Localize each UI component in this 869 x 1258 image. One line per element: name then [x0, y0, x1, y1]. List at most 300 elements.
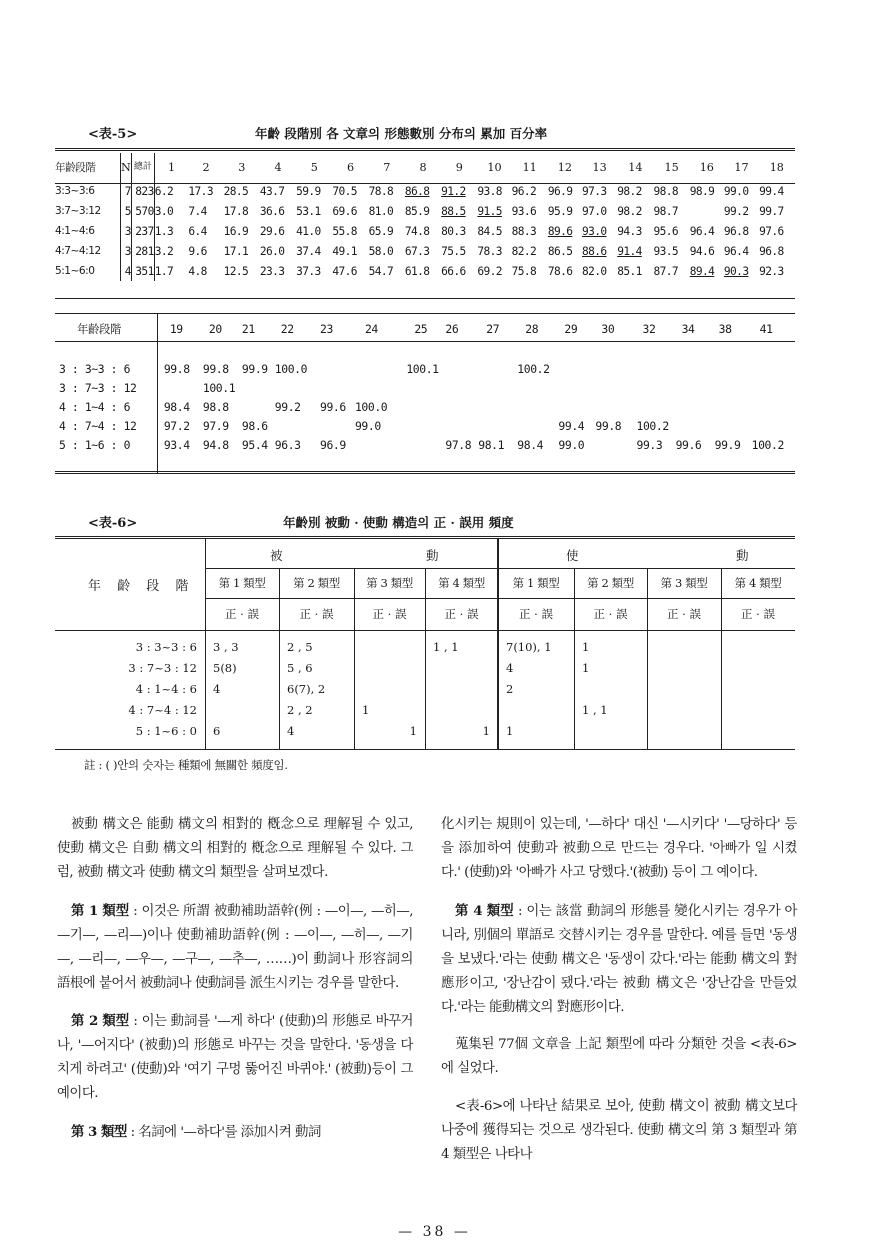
- table5-cont-header-stage: 年齡段階: [77, 322, 121, 336]
- table5-cont-cell: 99.0: [354, 418, 381, 433]
- table5-cont-cell: 100.0: [354, 399, 388, 414]
- table5-cont-header-cell: 32: [642, 322, 656, 336]
- table5-cont-row-stage: 3 : 7~3 : 12: [59, 380, 137, 395]
- table5-cell: 49.1: [332, 244, 357, 258]
- table5-cell: 93.5: [653, 244, 679, 258]
- table5-cont-header-cell: 23: [320, 322, 333, 336]
- table5-cell: 69.6: [332, 204, 357, 218]
- table5-cell: 570: [131, 201, 154, 221]
- table6-cell: 5(8): [213, 661, 237, 675]
- table5-header-cell: 4: [274, 160, 282, 174]
- table5-header-cell: 13: [592, 160, 607, 174]
- right-paragraph-2-text: : 이는 該當 動詞의 形態를 變化시키는 경우가 아니라, 別個의 單語로 交替시키는 경우를 말한다. 예를 들면 '동생을 보냈다.'라는 使動 構文은 '동생이 갔다.'라는 能動 構文의 對應形이고, '장난감이 됐다.'라는 被動 構文은 '장난감을 만들었다.'라는 能動構文의 對應形이다.: [441, 903, 797, 1015]
- table6-row-stage: 4 : 1~4 : 6: [135, 682, 197, 696]
- table5-cont-cell: 100.2: [517, 361, 550, 376]
- table6-cell: 5 , 6: [287, 661, 313, 675]
- table5-cont-cell: [441, 397, 474, 416]
- table5-cell: 16.9: [223, 224, 249, 238]
- table5-cell: 1.7: [154, 264, 174, 278]
- table5-cell: 6.2: [154, 184, 174, 198]
- table5-cont-row: [55, 397, 795, 416]
- table5-cell: 87.7: [653, 264, 679, 278]
- table5-cell: 3.0: [154, 204, 174, 218]
- table5-cont-cell: [238, 378, 271, 397]
- table5-cell: 80.3: [441, 224, 466, 238]
- table5-cell: 4: [120, 261, 131, 281]
- table5-cont-cell: [441, 416, 474, 435]
- table5-cell: 99.7: [759, 204, 784, 218]
- table5-cont-cell: 96.3: [274, 437, 301, 452]
- table5-cont-cell: 98.4: [517, 437, 544, 452]
- type2-heading: 第 2 類型: [71, 1013, 130, 1030]
- table6-label: <表-6>: [88, 516, 138, 531]
- table6-sub-header: 正 · 誤: [741, 607, 775, 621]
- table5-cell: 96.8: [723, 224, 749, 238]
- table6-stage-header: 年 齡 段 階: [88, 579, 195, 594]
- left-paragraph-2-text: : 이것은 所謂 被動補助語幹(例 : —이—, —히—, —기—, —리—)이나 使動補助語幹(例 : —이—, —히—, —기—, —리—, —우—, —구—, —추—, ……)이 動詞나 形容詞의 語根에 붙어서 被動詞나 使動詞를 派生시키는 경우를 말한다.: [57, 903, 413, 991]
- table5-cell: 281: [131, 241, 154, 261]
- table5-cell: 97.0: [582, 204, 607, 218]
- table5-cont-cell: 99.3: [636, 437, 663, 452]
- table5-cell: 12.5: [223, 264, 249, 278]
- table5-cell: 41.0: [296, 224, 321, 238]
- left-paragraph-3: [57, 1009, 413, 1106]
- table5-cont-cell: [238, 397, 271, 416]
- table5-cont-cell: 94.8: [202, 437, 229, 452]
- table5-cell: 23.3: [259, 264, 285, 278]
- table5-cell: 85.9: [404, 204, 430, 218]
- table5-cont-row: [55, 378, 795, 397]
- table5-cont-row-stage: 4 : 1~4 : 6: [59, 399, 131, 414]
- table5-title: 年齡 段階別 各 文章의 形態數別 分布의 累加 百分率: [255, 126, 548, 141]
- table6-cell: 1: [582, 661, 590, 675]
- table5-cont-cell: 97.9: [202, 418, 229, 433]
- table5-cell: 75.8: [511, 264, 537, 278]
- table5-cont-cell: [402, 435, 441, 454]
- table5-cell: 98.7: [653, 204, 679, 218]
- table6-type-header: 第 4 類型: [734, 576, 782, 590]
- table5-cell: 91.4: [617, 244, 642, 258]
- table5-cell: 29.6: [259, 224, 285, 238]
- table5-cell: 37.3: [296, 264, 321, 278]
- table6-sub-header: 正 · 誤: [225, 607, 259, 621]
- table5-cell: 67.3: [404, 244, 430, 258]
- table5-header-cell: 8: [419, 160, 427, 174]
- table5-row: [55, 221, 795, 241]
- table5-cont-cell: [748, 378, 795, 397]
- table5-cell: 59.9: [296, 184, 321, 198]
- table5-cell: 96.2: [511, 184, 537, 198]
- table5-cont-cell: 98.6: [241, 418, 268, 433]
- table5-cell: 65.9: [368, 224, 394, 238]
- table5-row-stage: 3:7~3:12: [55, 201, 120, 221]
- table5-cell: 93.6: [511, 204, 537, 218]
- table5-cont-header-cell: 20: [208, 322, 222, 336]
- table6-cell: 1: [506, 724, 514, 738]
- table5-cont-cell: [402, 378, 441, 397]
- table5-cont-row-stage: 5 : 1~6 : 0: [59, 437, 131, 452]
- table5-cell: 86.8: [404, 184, 430, 198]
- table5-cell: 66.6: [441, 264, 466, 278]
- table6-sub-header: 正 · 誤: [444, 607, 479, 621]
- table5-row-stage: 3:3~3:6: [55, 181, 120, 201]
- table5-cont-cell: [554, 359, 591, 378]
- table5-cont-cell: 100.1: [406, 361, 439, 376]
- table5-cell: 95.6: [653, 224, 679, 238]
- right-paragraph-1: 化시키는 規則이 있는데, '—하다' 대신 '—시키다' '—당하다' 등을 添加하여 使動과 被動으로 만드는 경우다. '아빠가 일 시켰다.' (使動)와 '아빠가 사고 당했다.'(被動) 등이 그 예이다.: [441, 817, 797, 881]
- table5-cell: 98.2: [617, 184, 642, 198]
- table5-cont-header-cell: 24: [364, 322, 378, 336]
- table5-row-stage: 5:1~6:0: [55, 261, 120, 281]
- table5-header-cell: 12: [557, 160, 573, 174]
- left-paragraph-1: 被動 構文은 能動 構文의 相對的 槪念으로 理解될 수 있고, 使動 構文은 自動 構文의 相對的 槪念으로 理解될 수 있다. 그럼, 被動 構文과 使動 構文의 類型을 살펴보겠다.: [57, 817, 413, 881]
- table5-cell: 88.6: [582, 244, 607, 258]
- table5-header-cell: 9: [455, 160, 463, 174]
- table6-cell: 1: [582, 640, 590, 654]
- table5-cell: 94.3: [617, 224, 642, 238]
- table6-row-stage: 3 : 3~3 : 6: [135, 640, 197, 654]
- table5-cont-cell: [554, 378, 591, 397]
- table5-cell: 9.6: [188, 244, 207, 258]
- table6-cell: 1 , 1: [433, 640, 459, 654]
- table5-cont-cell: [316, 359, 351, 378]
- table5-cont-cell: 98.4: [163, 399, 190, 414]
- table5-cont-cell: [351, 359, 402, 378]
- table5-cont-cell: [591, 397, 632, 416]
- table5-cont-cell: [271, 416, 316, 435]
- type1-heading: 第 1 類型: [71, 902, 130, 919]
- table5-cell: 74.8: [404, 224, 430, 238]
- table5-cell: 98.2: [617, 204, 642, 218]
- table5-cell: 17.3: [188, 184, 213, 198]
- table5-header-stage: 年齡段階: [55, 153, 120, 181]
- table5-cont-header-cell: 26: [445, 322, 459, 336]
- table5-cell: 96.4: [689, 224, 715, 238]
- table5-row: [55, 201, 795, 221]
- table6-cell: 1: [482, 724, 490, 738]
- table5-cont-cell: [160, 378, 199, 397]
- table5-cell: 93.0: [582, 224, 607, 238]
- table5-cell: 96.9: [547, 184, 573, 198]
- table5-cont-cell: [711, 416, 748, 435]
- table5-cell: 5: [120, 201, 131, 221]
- table6-cell: 4: [287, 724, 295, 738]
- table5-cell: 89.6: [547, 224, 573, 238]
- left-column: [57, 800, 413, 1158]
- table5-cont-header: [55, 318, 795, 340]
- type3-heading: 第 3 類型: [71, 1123, 127, 1140]
- table6-row-stage: 5 : 1~6 : 0: [135, 724, 197, 738]
- type4-heading: 第 4 類型: [455, 902, 514, 919]
- table5-cont-cell: 98.8: [202, 399, 229, 414]
- table5-cell: [690, 201, 724, 221]
- table5-cell: 81.0: [368, 204, 394, 218]
- table5-cell: 93.8: [477, 184, 502, 198]
- table5-cell: 823: [131, 181, 154, 201]
- table5-cont-cell: 99.8: [595, 418, 622, 433]
- table5-cont-cell: [748, 416, 795, 435]
- table5-continuation: [55, 318, 795, 454]
- table6-cell: 3 , 3: [213, 640, 239, 654]
- table5-cell: 47.6: [332, 264, 357, 278]
- table5-header-row: [55, 153, 795, 181]
- left-paragraph-2: [57, 899, 413, 996]
- table5-cont-header-cell: 22: [280, 322, 294, 336]
- table6-cell: 6: [213, 724, 221, 738]
- page-number: — 38 —: [398, 1224, 471, 1240]
- table5-cell: 86.5: [547, 244, 573, 258]
- table5-cont-cell: [554, 397, 591, 416]
- table5-cont-cell: [316, 378, 351, 397]
- table5-cont-header-cell: 38: [718, 322, 732, 336]
- table5-cell: 3: [120, 221, 131, 241]
- table5-cell: 78.6: [547, 264, 573, 278]
- table5-cont-cell: 93.4: [163, 437, 190, 452]
- table5-cont-row: [55, 416, 795, 435]
- table5-cell: 82.0: [582, 264, 607, 278]
- table5-cont-cell: [474, 416, 513, 435]
- table5-cell: 98.8: [653, 184, 679, 198]
- table5-header-total: 總計: [131, 153, 154, 181]
- left-paragraph-4-text: : 名詞에 '—하다'를 添加시켜 動詞: [126, 1124, 321, 1140]
- table6-note: 註 : ( )안의 숫자는 種類에 無關한 頻度임.: [84, 758, 288, 772]
- table5-cell: 97.6: [759, 224, 784, 238]
- table6-sub-header: 正 · 誤: [667, 607, 701, 621]
- table5-cont-cell: [402, 397, 441, 416]
- table6-type-header: 第 2 類型: [587, 576, 634, 590]
- table5-row: [55, 261, 795, 281]
- table5-cont-cell: [402, 416, 441, 435]
- table5-cont-cell: [513, 416, 554, 435]
- table5-cell: 351: [131, 261, 154, 281]
- table5-row-stage: 4:7~4:12: [55, 241, 120, 261]
- table5-header-cell: 14: [628, 160, 643, 174]
- left-paragraph-3-text: : 이는 動詞를 '—게 하다' (使動)의 形態로 바꾸거나, '—어지다' (被動)의 形態로 바꾸는 것을 말한다. '동생을 다치게 하려고' (使動)와 '여기 구멍 뚫어진 바퀴야.' (被動)등이 그 예이다.: [57, 1014, 413, 1102]
- table5-cont-cell: [711, 397, 748, 416]
- table5-cont-cell: [513, 397, 554, 416]
- table6-sub-header: 正 · 誤: [372, 607, 407, 621]
- right-paragraph-3: 蒐集된 77個 文章을 上記 類型에 따라 分類한 것을 <表-6>에 실었다.: [441, 1037, 797, 1077]
- table5-cell: 36.6: [259, 204, 285, 218]
- table5-cont-header-cell: 41: [759, 322, 773, 336]
- table5-cell: 85.1: [617, 264, 642, 278]
- table5-header-cell: 1: [168, 160, 176, 174]
- table5-cont-cell: [711, 359, 748, 378]
- table5-cont-cell: [711, 378, 748, 397]
- table5-cell: 99.0: [723, 184, 749, 198]
- table5-cont-cell: [672, 378, 711, 397]
- table5-cell: 92.3: [759, 264, 784, 278]
- table5-header-cell: 15: [664, 160, 679, 174]
- table5-header-cell: 16: [699, 160, 714, 174]
- table5-cell: 89.4: [689, 264, 715, 278]
- table5-cont-cell: 98.1: [478, 437, 505, 452]
- table5-cont-cell: [591, 378, 632, 397]
- table5-cell: 6.4: [188, 224, 207, 238]
- table5-cont-cell: [351, 378, 402, 397]
- table5-cell: 54.7: [368, 264, 394, 278]
- table5-cell: 96.4: [723, 244, 749, 258]
- table5-cell: 94.6: [689, 244, 715, 258]
- table5-cont-cell: [672, 359, 711, 378]
- table6-row-stage: 3 : 7~3 : 12: [128, 661, 197, 675]
- table5-cont-cell: 100.2: [636, 418, 669, 433]
- table6-cell: 1: [362, 703, 370, 717]
- table5-cont-cell: [316, 416, 351, 435]
- table5-cont-header-cell: 29: [564, 322, 578, 336]
- table5-cont-cell: 99.2: [274, 399, 301, 414]
- table5-cont-cell: [748, 359, 795, 378]
- table5-header-cell: 17: [734, 160, 749, 174]
- table5-cont-row-stage: 3 : 3~3 : 6: [59, 361, 131, 376]
- right-paragraph-2: [441, 899, 797, 1020]
- table6-cell: 6(7), 2: [287, 682, 326, 696]
- table5-header-cell: 2: [202, 160, 210, 174]
- table5-header-cell: 6: [346, 160, 355, 174]
- table5-cont-cell: [474, 359, 513, 378]
- table5-cont-cell: [351, 435, 402, 454]
- table5-cont-cell: [513, 378, 554, 397]
- table5-cell: 26.0: [259, 244, 285, 258]
- table5-cell: 97.3: [582, 184, 607, 198]
- table5-cell: 75.5: [441, 244, 466, 258]
- table5-cont-row: [55, 435, 795, 454]
- table5-cont-cell: [633, 397, 672, 416]
- table6-type-header: 第 3 類型: [366, 576, 413, 590]
- table5-cont-cell: 95.4: [241, 437, 268, 452]
- table6-type-header: 第 1 類型: [512, 576, 560, 590]
- table5-cell: 99.2: [723, 204, 749, 218]
- table5-cont-row-stage: 4 : 7~4 : 12: [59, 418, 137, 433]
- table5-cell: 82.2: [511, 244, 537, 258]
- table6-cell: 4: [506, 661, 514, 675]
- table6-group-passive-a: 被: [270, 548, 283, 563]
- table5-cell: 17.1: [223, 244, 249, 258]
- table5-header-cell: 18: [769, 160, 784, 174]
- table6-type-header: 第 3 類型: [660, 576, 708, 590]
- table5-cell: 237: [131, 221, 154, 241]
- table5-cell: 90.3: [723, 264, 749, 278]
- table5-cont-cell: 100.2: [751, 437, 784, 452]
- table5-cont-header-cell: 25: [414, 322, 428, 336]
- table5-row: [55, 181, 795, 201]
- table6-cell: 1: [409, 724, 417, 738]
- table5-cont-cell: 99.6: [320, 399, 346, 414]
- table5-cell: 7.4: [188, 204, 207, 218]
- table5-cell: 17.8: [223, 204, 249, 218]
- table5-cell: 37.4: [296, 244, 321, 258]
- table5-cell: 3.2: [154, 244, 174, 258]
- table5-cont-header-cell: 27: [486, 322, 500, 336]
- table5-cont-cell: 99.9: [241, 361, 268, 376]
- table6-sub-header: 正 · 誤: [299, 607, 334, 621]
- table5-header-n: N: [120, 153, 131, 181]
- table5-cell: 88.3: [511, 224, 537, 238]
- table5-cont-cell: 100.0: [274, 361, 308, 376]
- table5-cont-header-cell: 30: [601, 322, 615, 336]
- table5-header-cell: 3: [238, 160, 246, 174]
- table5-cell: 4.8: [188, 264, 207, 278]
- table5-cell: 98.9: [689, 184, 715, 198]
- table5-cont-cell: 97.2: [163, 418, 190, 433]
- table5-cell: 69.2: [477, 264, 502, 278]
- table5-cont-cell: [633, 359, 672, 378]
- table5-cell: 78.3: [477, 244, 502, 258]
- table5-cell: 3: [120, 241, 131, 261]
- table6-group-passive-b: 動: [426, 548, 439, 563]
- table5-cell: 61.8: [404, 264, 430, 278]
- table5-header-cell: 5: [310, 160, 318, 174]
- left-paragraph-4: [57, 1120, 413, 1145]
- table5-cell: 78.8: [368, 184, 394, 198]
- table6-sub-header: 正 · 誤: [593, 607, 628, 621]
- table5-cell: 55.8: [332, 224, 357, 238]
- table5-cont-cell: [271, 378, 316, 397]
- table5-row: [55, 241, 795, 261]
- table5-cont-cell: [474, 378, 513, 397]
- table5-cont-cell: [633, 378, 672, 397]
- table5-label: <表-5>: [88, 127, 138, 142]
- table6-cell: 2 , 2: [287, 703, 313, 717]
- table5-header-cell: 11: [522, 160, 537, 174]
- table6-group-causative-a: 使: [566, 548, 579, 563]
- table5-cont-cell: [441, 359, 474, 378]
- table5-cell: 88.5: [441, 204, 466, 218]
- table5-cont-cell: 99.4: [558, 418, 585, 433]
- table6-type-header: 第 4 類型: [438, 576, 485, 590]
- table5-cont-row: [55, 359, 795, 378]
- table5-cont-cell: [748, 397, 795, 416]
- table6-cell: 2 , 5: [287, 640, 313, 654]
- table5-cont-header-cell: 19: [169, 322, 183, 336]
- table6-type-header: 第 1 類型: [218, 576, 266, 590]
- table5-cell: 28.5: [223, 184, 249, 198]
- table5-cell: 84.5: [477, 224, 502, 238]
- table5-cont-header-cell: 28: [525, 322, 539, 336]
- table5-cont-cell: 100.1: [202, 380, 236, 395]
- table5-main: [55, 153, 795, 281]
- table5-cell: 7: [120, 181, 131, 201]
- table6-sub-header: 正 · 誤: [519, 607, 553, 621]
- table5-cont-cell: 99.0: [558, 437, 585, 452]
- table5-cont-cell: [591, 435, 632, 454]
- table5-header-cell: 7: [383, 160, 391, 174]
- table5-cont-cell: [441, 378, 474, 397]
- right-column: [441, 800, 797, 1180]
- table5-cell: 43.7: [259, 184, 285, 198]
- table6-group-causative-b: 動: [736, 548, 749, 563]
- table5-cont-cell: [474, 397, 513, 416]
- table5-cell: 99.4: [759, 184, 784, 198]
- table5-cont-cell: 99.8: [202, 361, 229, 376]
- table5-cont-cell: [672, 416, 711, 435]
- table5-cont-header-cell: 21: [241, 322, 255, 336]
- table5-cont-header-cell: 34: [681, 322, 695, 336]
- table5-cell: 91.2: [441, 184, 466, 198]
- table5-cell: 96.8: [759, 244, 784, 258]
- table5-cell: 70.5: [332, 184, 357, 198]
- table5-cont-cell: [591, 359, 632, 378]
- table6-type-header: 第 2 類型: [293, 576, 340, 590]
- table6-cell: 4: [213, 682, 221, 696]
- table5-cell: 95.9: [547, 204, 573, 218]
- table5-cont-cell: [672, 397, 711, 416]
- table5-cont-cell: 96.9: [320, 437, 346, 452]
- right-paragraph-4: <表-6>에 나타난 結果로 보아, 使動 構文이 被動 構文보다 나중에 獲得되는 것으로 생각된다. 使動 構文의 第 3 類型과 第 4 類型은 나타나: [441, 1098, 797, 1162]
- table5-cell: 91.5: [477, 204, 502, 218]
- table5-cont-cell: 99.6: [675, 437, 702, 452]
- table5-cont-cell: 99.8: [163, 361, 190, 376]
